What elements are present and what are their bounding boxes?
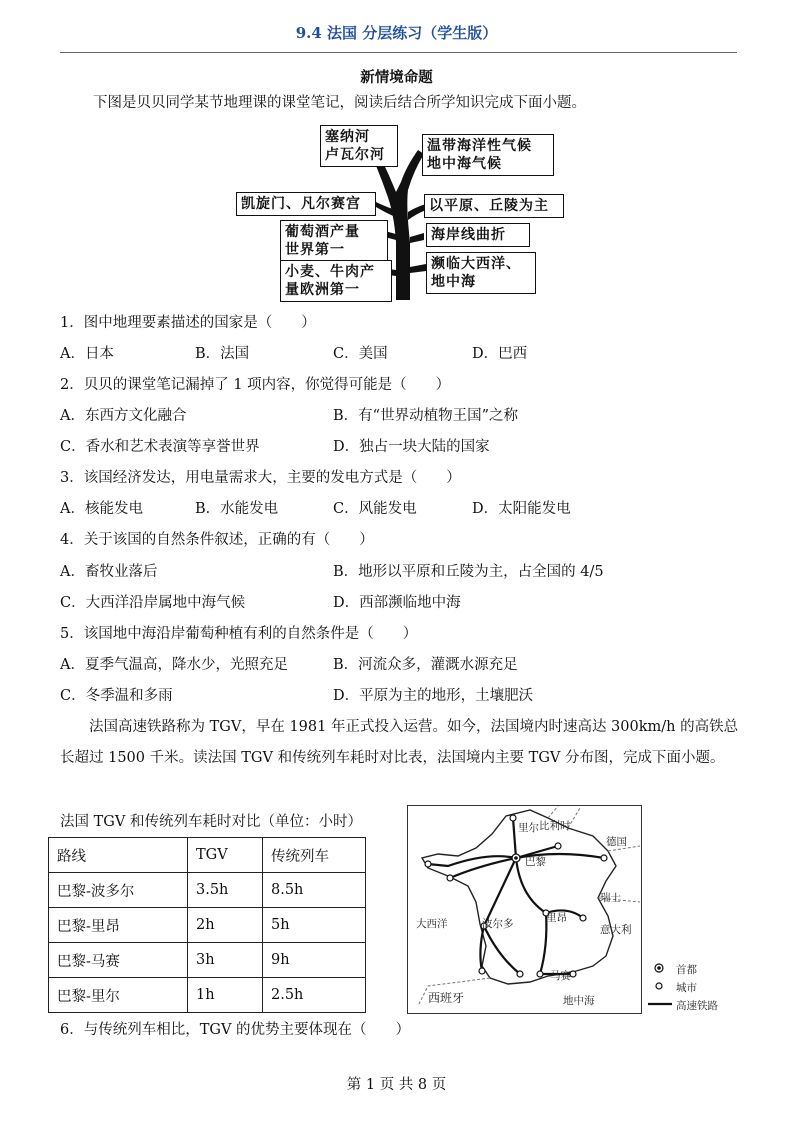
note-wheat-1-text: 小麦、牛肉产 (285, 264, 375, 280)
question-1-stem: 1．图中地理要素描述的国家是（ ） (60, 315, 316, 331)
table-row (49, 873, 366, 908)
note-landmarks-text: 凯旋门、凡尔赛宫 (241, 196, 361, 212)
note-seine-text: 塞纳河 (325, 129, 370, 145)
q5-option-a[interactable]: A．夏季气温高，降水少，光照充足 (60, 657, 288, 673)
legend-capital: 首都 (676, 964, 697, 976)
q3-option-b[interactable]: B．水能发电 (195, 501, 279, 517)
tgv-time-cell: 3.5h (188, 873, 263, 908)
label-belgium: 比利时 (539, 820, 571, 832)
q3-option-a[interactable]: A．核能发电 (60, 501, 143, 517)
note-climate-1-text: 温带海洋性气候 (427, 138, 532, 154)
q4-option-b[interactable]: B．地形以平原和丘陵为主，占全国的 4/5 (333, 564, 604, 580)
q4-option-c[interactable]: C．大西洋沿岸属地中海气候 (60, 595, 246, 611)
question-6-stem: 6．与传统列车相比，TGV 的优势主要体现在（ ） (60, 1022, 411, 1038)
note-coastline (426, 223, 530, 247)
intro-text: 下图是贝贝同学某节地理课的课堂笔记，阅读后结合所学知识完成下面小题。 (93, 95, 586, 111)
q2-option-b[interactable]: B．有“世界动植物王国”之称 (333, 408, 518, 424)
tgv-map (407, 805, 642, 1014)
note-terrain (424, 194, 564, 218)
page-header-title: 9.4 法国 分层练习（学生版） (295, 24, 498, 42)
label-lille: 里尔 (518, 822, 539, 834)
question-3-stem: 3．该国经济发达，用电量需求大，主要的发电方式是（ ） (60, 470, 461, 486)
legend-symbols (646, 960, 676, 1016)
traditional-time-cell: 9h (263, 943, 366, 978)
tgv-time-cell: 1h (188, 978, 263, 1013)
note-seas-1-text: 濒临大西洋、 (431, 256, 521, 272)
q2-option-c[interactable]: C．香水和艺术表演等享誉世界 (60, 439, 260, 455)
label-marseille: 马赛 (550, 970, 571, 982)
route-cell: 巴黎-里尔 (49, 978, 188, 1013)
note-climate-2-text: 地中海气候 (427, 156, 502, 172)
tree-notes-diagram (236, 122, 566, 302)
table-row (49, 908, 366, 943)
q5-option-b[interactable]: B．河流众多，灌溉水源充足 (333, 657, 518, 673)
header-divider (60, 52, 737, 53)
label-mediterranean: 地中海 (563, 995, 595, 1007)
header-traditional: 传统列车 (263, 838, 366, 873)
note-seas (426, 252, 536, 294)
note-rivers (320, 125, 398, 167)
table-row (49, 943, 366, 978)
traditional-time-cell: 5h (263, 908, 366, 943)
legend-city: 城市 (676, 982, 697, 994)
traditional-time-cell: 8.5h (263, 873, 366, 908)
traditional-time-cell: 2.5h (263, 978, 366, 1013)
q1-option-c[interactable]: C．美国 (333, 346, 388, 362)
q2-option-a[interactable]: A．东西方文化融合 (60, 408, 187, 424)
label-bordeaux: 波尔多 (482, 918, 514, 930)
tgv-time-cell: 3h (188, 943, 263, 978)
label-paris: 巴黎 (525, 856, 546, 868)
q2-option-d[interactable]: D．独占一块大陆的国家 (333, 439, 490, 455)
label-italy: 意大利 (600, 924, 632, 936)
label-spain: 西班牙 (428, 991, 465, 1005)
table-header-row (49, 838, 366, 873)
table-row (49, 978, 366, 1013)
header-tgv: TGV (188, 838, 263, 873)
header-route: 路线 (49, 838, 188, 873)
table-caption: 法国 TGV 和传统列车耗时对比（单位：小时） (60, 814, 362, 830)
note-seas-2-text: 地中海 (431, 274, 476, 290)
route-cell: 巴黎-波多尔 (49, 873, 188, 908)
tgv-passage: 法国高速铁路称为 TGV，早在 1981 年正式投入运营。如今，法国境内时速高达 300km/h 的高铁总长超过 1500 千米。读法国 TGV 和传统列车耗时对比表，法国境内主要 TGV 分布图，完成下面小题。 (60, 719, 739, 766)
q1-option-a[interactable]: A．日本 (60, 346, 114, 362)
legend-rail: 高速铁路 (676, 1000, 718, 1012)
q4-option-d[interactable]: D．西部濒临地中海 (333, 595, 461, 611)
note-wheat-beef (280, 260, 392, 302)
q1-option-d[interactable]: D．巴西 (472, 346, 528, 362)
label-atlantic: 大西洋 (416, 918, 448, 930)
note-terrain-text: 以平原、丘陵为主 (429, 198, 549, 214)
question-5-stem: 5．该国地中海沿岸葡萄种植有利的自然条件是（ ） (60, 626, 418, 642)
note-climate (422, 134, 554, 176)
label-germany: 德国 (606, 836, 627, 848)
note-landmarks (236, 192, 376, 216)
note-coastline-text: 海岸线曲折 (431, 227, 506, 243)
q1-option-b[interactable]: B．法国 (195, 346, 250, 362)
note-wheat-2-text: 量欧洲第一 (285, 282, 360, 298)
note-wine-1-text: 葡萄酒产量 (285, 224, 360, 240)
q5-option-c[interactable]: C．冬季温和多雨 (60, 688, 173, 704)
question-4-stem: 4．关于该国的自然条件叙述，正确的有（ ） (60, 532, 374, 548)
q3-option-c[interactable]: C．风能发电 (333, 501, 417, 517)
tgv-comparison-table (48, 837, 366, 1013)
section-title: 新情境命题 (360, 69, 433, 86)
note-loire-text: 卢瓦尔河 (325, 147, 385, 163)
tgv-time-cell: 2h (188, 908, 263, 943)
label-switzerland: 瑞士 (600, 892, 621, 904)
q3-option-d[interactable]: D．太阳能发电 (472, 501, 571, 517)
note-wine (280, 220, 388, 262)
q5-option-d[interactable]: D．平原为主的地形，土壤肥沃 (333, 688, 534, 704)
label-lyon: 里昂 (546, 912, 567, 924)
q4-option-a[interactable]: A．畜牧业落后 (60, 564, 158, 580)
note-wine-2-text: 世界第一 (285, 242, 345, 258)
question-2-stem: 2．贝贝的课堂笔记漏掉了 1 项内容，你觉得可能是（ ） (60, 377, 451, 393)
route-cell: 巴黎-马赛 (49, 943, 188, 978)
route-cell: 巴黎-里昂 (49, 908, 188, 943)
map-legend (646, 960, 746, 1016)
page-footer: 第 1 页 共 8 页 (346, 1077, 447, 1093)
